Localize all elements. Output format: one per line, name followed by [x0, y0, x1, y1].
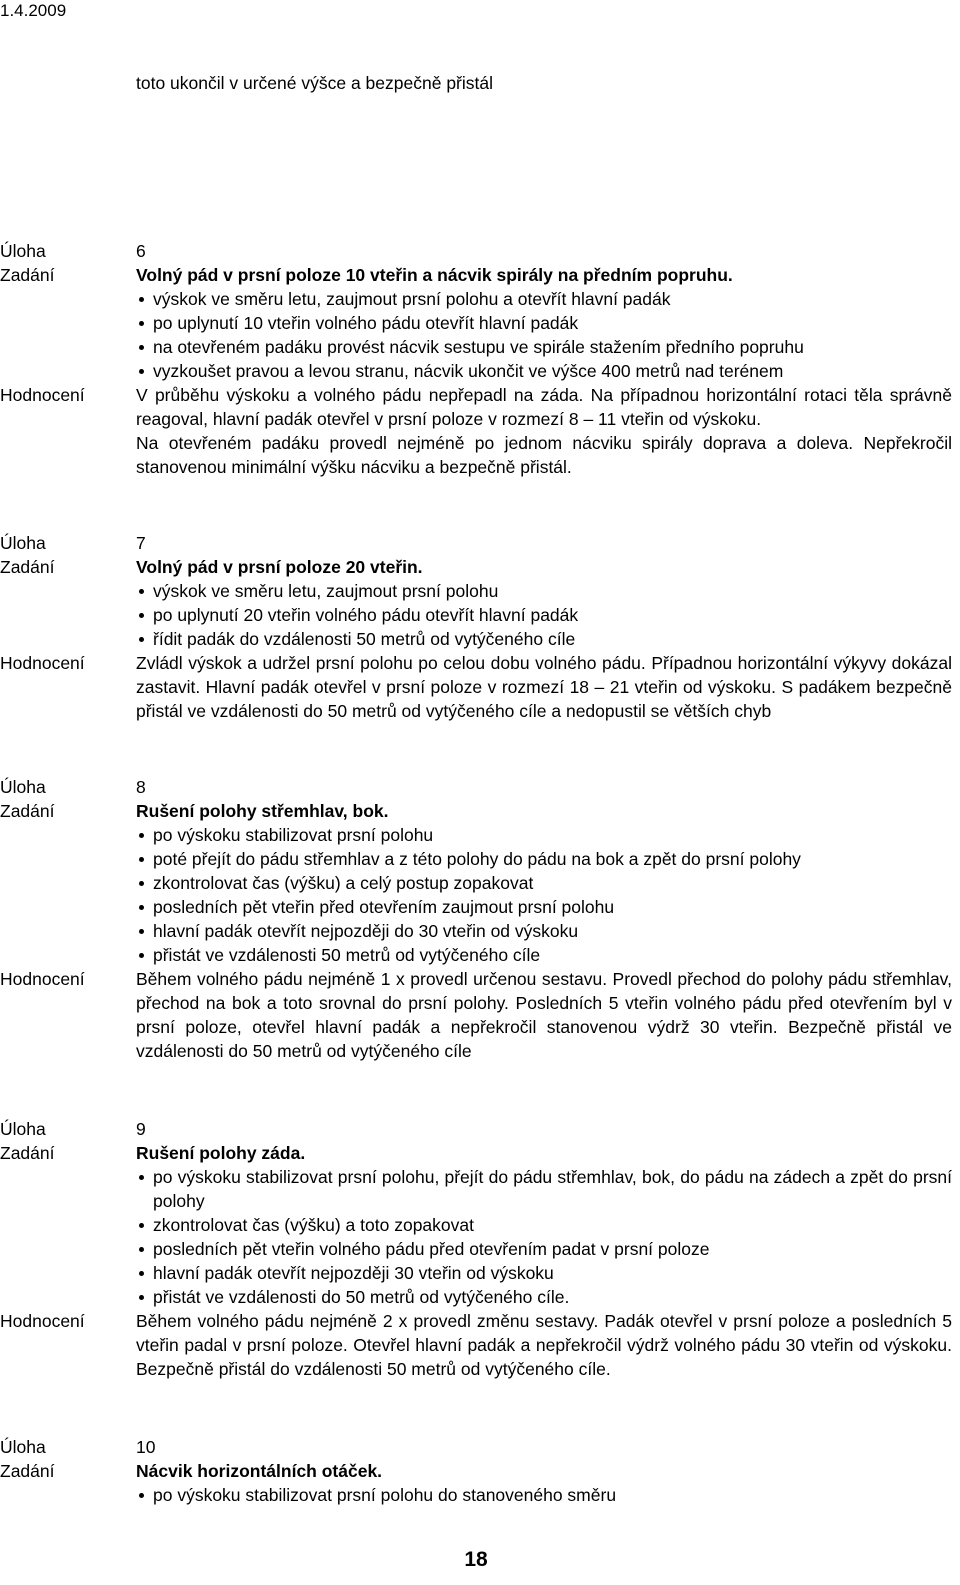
uloha-label: Úloha — [0, 241, 46, 261]
list-item: poté přejít do pádu střemhlav a z této polohy do pádu na bok a zpět do prsní polohy — [153, 847, 952, 871]
list-item: po uplynutí 10 vteřin volného pádu otevřít hlavní padák — [153, 311, 952, 335]
zadani-label: Zadání — [0, 1143, 55, 1163]
task-items — [136, 579, 952, 651]
list-item: řídit padák do vzdálenosti 50 metrů od vytýčeného cíle — [153, 627, 952, 651]
list-item: přistát ve vzdálenosti 50 metrů od vytýčeného cíle — [153, 943, 952, 967]
task-items — [136, 1483, 952, 1507]
task-title: Rušení polohy záda. — [136, 1143, 306, 1163]
evaluation-text: Na otevřeném padáku provedl nejméně po jednom nácviku spirály doprava a doleva. Nepřekročil stanovenou minimální výšku nácviku a bezpečně přistál. — [136, 433, 952, 477]
list-item: hlavní padák otevřít nejpozději 30 vteřin od výskoku — [153, 1261, 952, 1285]
task-6 — [0, 239, 952, 479]
task-number: 10 — [136, 1437, 156, 1457]
task-items — [136, 287, 952, 383]
list-item: po výskoku stabilizovat prsní polohu, přejít do pádu střemhlav, bok, do pádu na zádech a zpět do prsní polohy — [153, 1167, 952, 1211]
task-title: Nácvik horizontálních otáček. — [136, 1461, 383, 1481]
uloha-label: Úloha — [0, 1119, 46, 1139]
list-item: posledních pět vteřin před otevřením zaujmout prsní polohu — [153, 895, 952, 919]
list-item: hlavní padák otevřít nejpozději do 30 vteřin od výskoku — [153, 919, 952, 943]
uloha-label: Úloha — [0, 1437, 46, 1457]
list-item: na otevřeném padáku provést nácvik sestupu ve spirále stažením předního popruhu — [153, 335, 952, 359]
task-number: 9 — [136, 1119, 146, 1139]
list-item: zkontrolovat čas (výšku) a toto zopakovat — [153, 1213, 952, 1237]
hodnoceni-label: Hodnocení — [0, 969, 85, 989]
task-title: Rušení polohy střemhlav, bok. — [136, 801, 389, 821]
task-number: 8 — [136, 777, 146, 797]
evaluation-text: Během volného pádu nejméně 1 x provedl určenou sestavu. Provedl přechod do polohy pádu střemhlav, přechod na bok a toto srovnal do prsní polohy. Posledních 5 vteřin volného pádu před otevřením byl v prsní poloze, otevřel hlavní padák a nepřekročil stanovenou výdrž 30 vteřin. Bezpečně přistál ve vzdálenosti do 50 metrů od vytýčeného cíle — [136, 969, 952, 1061]
uloha-label: Úloha — [0, 533, 46, 553]
task-title: Volný pád v prsní poloze 10 vteřin a nácvik spirály na předním popruhu. — [136, 265, 733, 285]
intro-text: toto ukončil v určené výšce a bezpečně přistál — [136, 73, 493, 93]
task-number: 6 — [136, 241, 146, 261]
task-10 — [0, 1435, 952, 1507]
task-7 — [0, 531, 952, 723]
evaluation-text: V průběhu výskoku a volného pádu nepřepadl na záda. Na případnou horizontální rotaci těla správně reagoval, hlavní padák otevřel v prsní poloze v rozmezí 8 – 11 vteřin od výskoku. — [136, 385, 952, 429]
zadani-label: Zadání — [0, 801, 55, 821]
uloha-label: Úloha — [0, 777, 46, 797]
list-item: výskok ve směru letu, zaujmout prsní polohu a otevřít hlavní padák — [153, 287, 952, 311]
evaluation-text: Během volného pádu nejméně 2 x provedl změnu sestavy. Padák otevřel v prsní poloze a posledních 5 vteřin padal v prsní poloze. Otevřel hlavní padák a nepřekročil výdrž volného pádu 30 vteřin od výskoku. Bezpečně přistál do vzdálenosti 50 metrů od vytýčeného cíle. — [136, 1311, 952, 1379]
task-number-row — [0, 239, 952, 263]
list-item: po výskoku stabilizovat prsní polohu — [153, 823, 952, 847]
task-items — [136, 1165, 952, 1309]
header-date: 1.4.2009 — [0, 1, 67, 20]
list-item: přistát ve vzdálenosti do 50 metrů od vytýčeného cíle. — [153, 1285, 952, 1309]
list-item: po uplynutí 20 vteřin volného pádu otevřít hlavní padák — [153, 603, 952, 627]
list-item: vyzkoušet pravou a levou stranu, nácvik ukončit ve výšce 400 metrů nad terénem — [153, 359, 952, 383]
hodnoceni-label: Hodnocení — [0, 1311, 85, 1331]
task-items — [136, 823, 952, 967]
page-number: 18 — [464, 1548, 488, 1571]
list-item: posledních pět vteřin volného pádu před otevřením padat v prsní poloze — [153, 1237, 952, 1261]
task-8 — [0, 775, 952, 1063]
task-number: 7 — [136, 533, 146, 553]
list-item: zkontrolovat čas (výšku) a celý postup zopakovat — [153, 871, 952, 895]
zadani-label: Zadání — [0, 557, 55, 577]
task-9 — [0, 1117, 952, 1381]
task-assignment-row — [0, 263, 952, 383]
list-item: po výskoku stabilizovat prsní polohu do stanoveného směru — [153, 1483, 952, 1507]
zadani-label: Zadání — [0, 265, 55, 285]
task-title: Volný pád v prsní poloze 20 vteřin. — [136, 557, 423, 577]
zadani-label: Zadání — [0, 1461, 55, 1481]
list-item: výskok ve směru letu, zaujmout prsní polohu — [153, 579, 952, 603]
evaluation-text: Zvládl výskok a udržel prsní polohu po celou dobu volného pádu. Případnou horizontální výkyvy dokázal zastavit. Hlavní padák otevřel v prsní poloze v rozmezí 18 – 21 vteřin od výskoku. S padákem bezpečně přistál ve vzdálenosti do 50 metrů od vytýčeného cíle a nedopustil se větších chyb — [136, 653, 952, 721]
hodnoceni-label: Hodnocení — [0, 385, 85, 405]
hodnoceni-label: Hodnocení — [0, 653, 85, 673]
task-evaluation-row — [0, 383, 952, 479]
